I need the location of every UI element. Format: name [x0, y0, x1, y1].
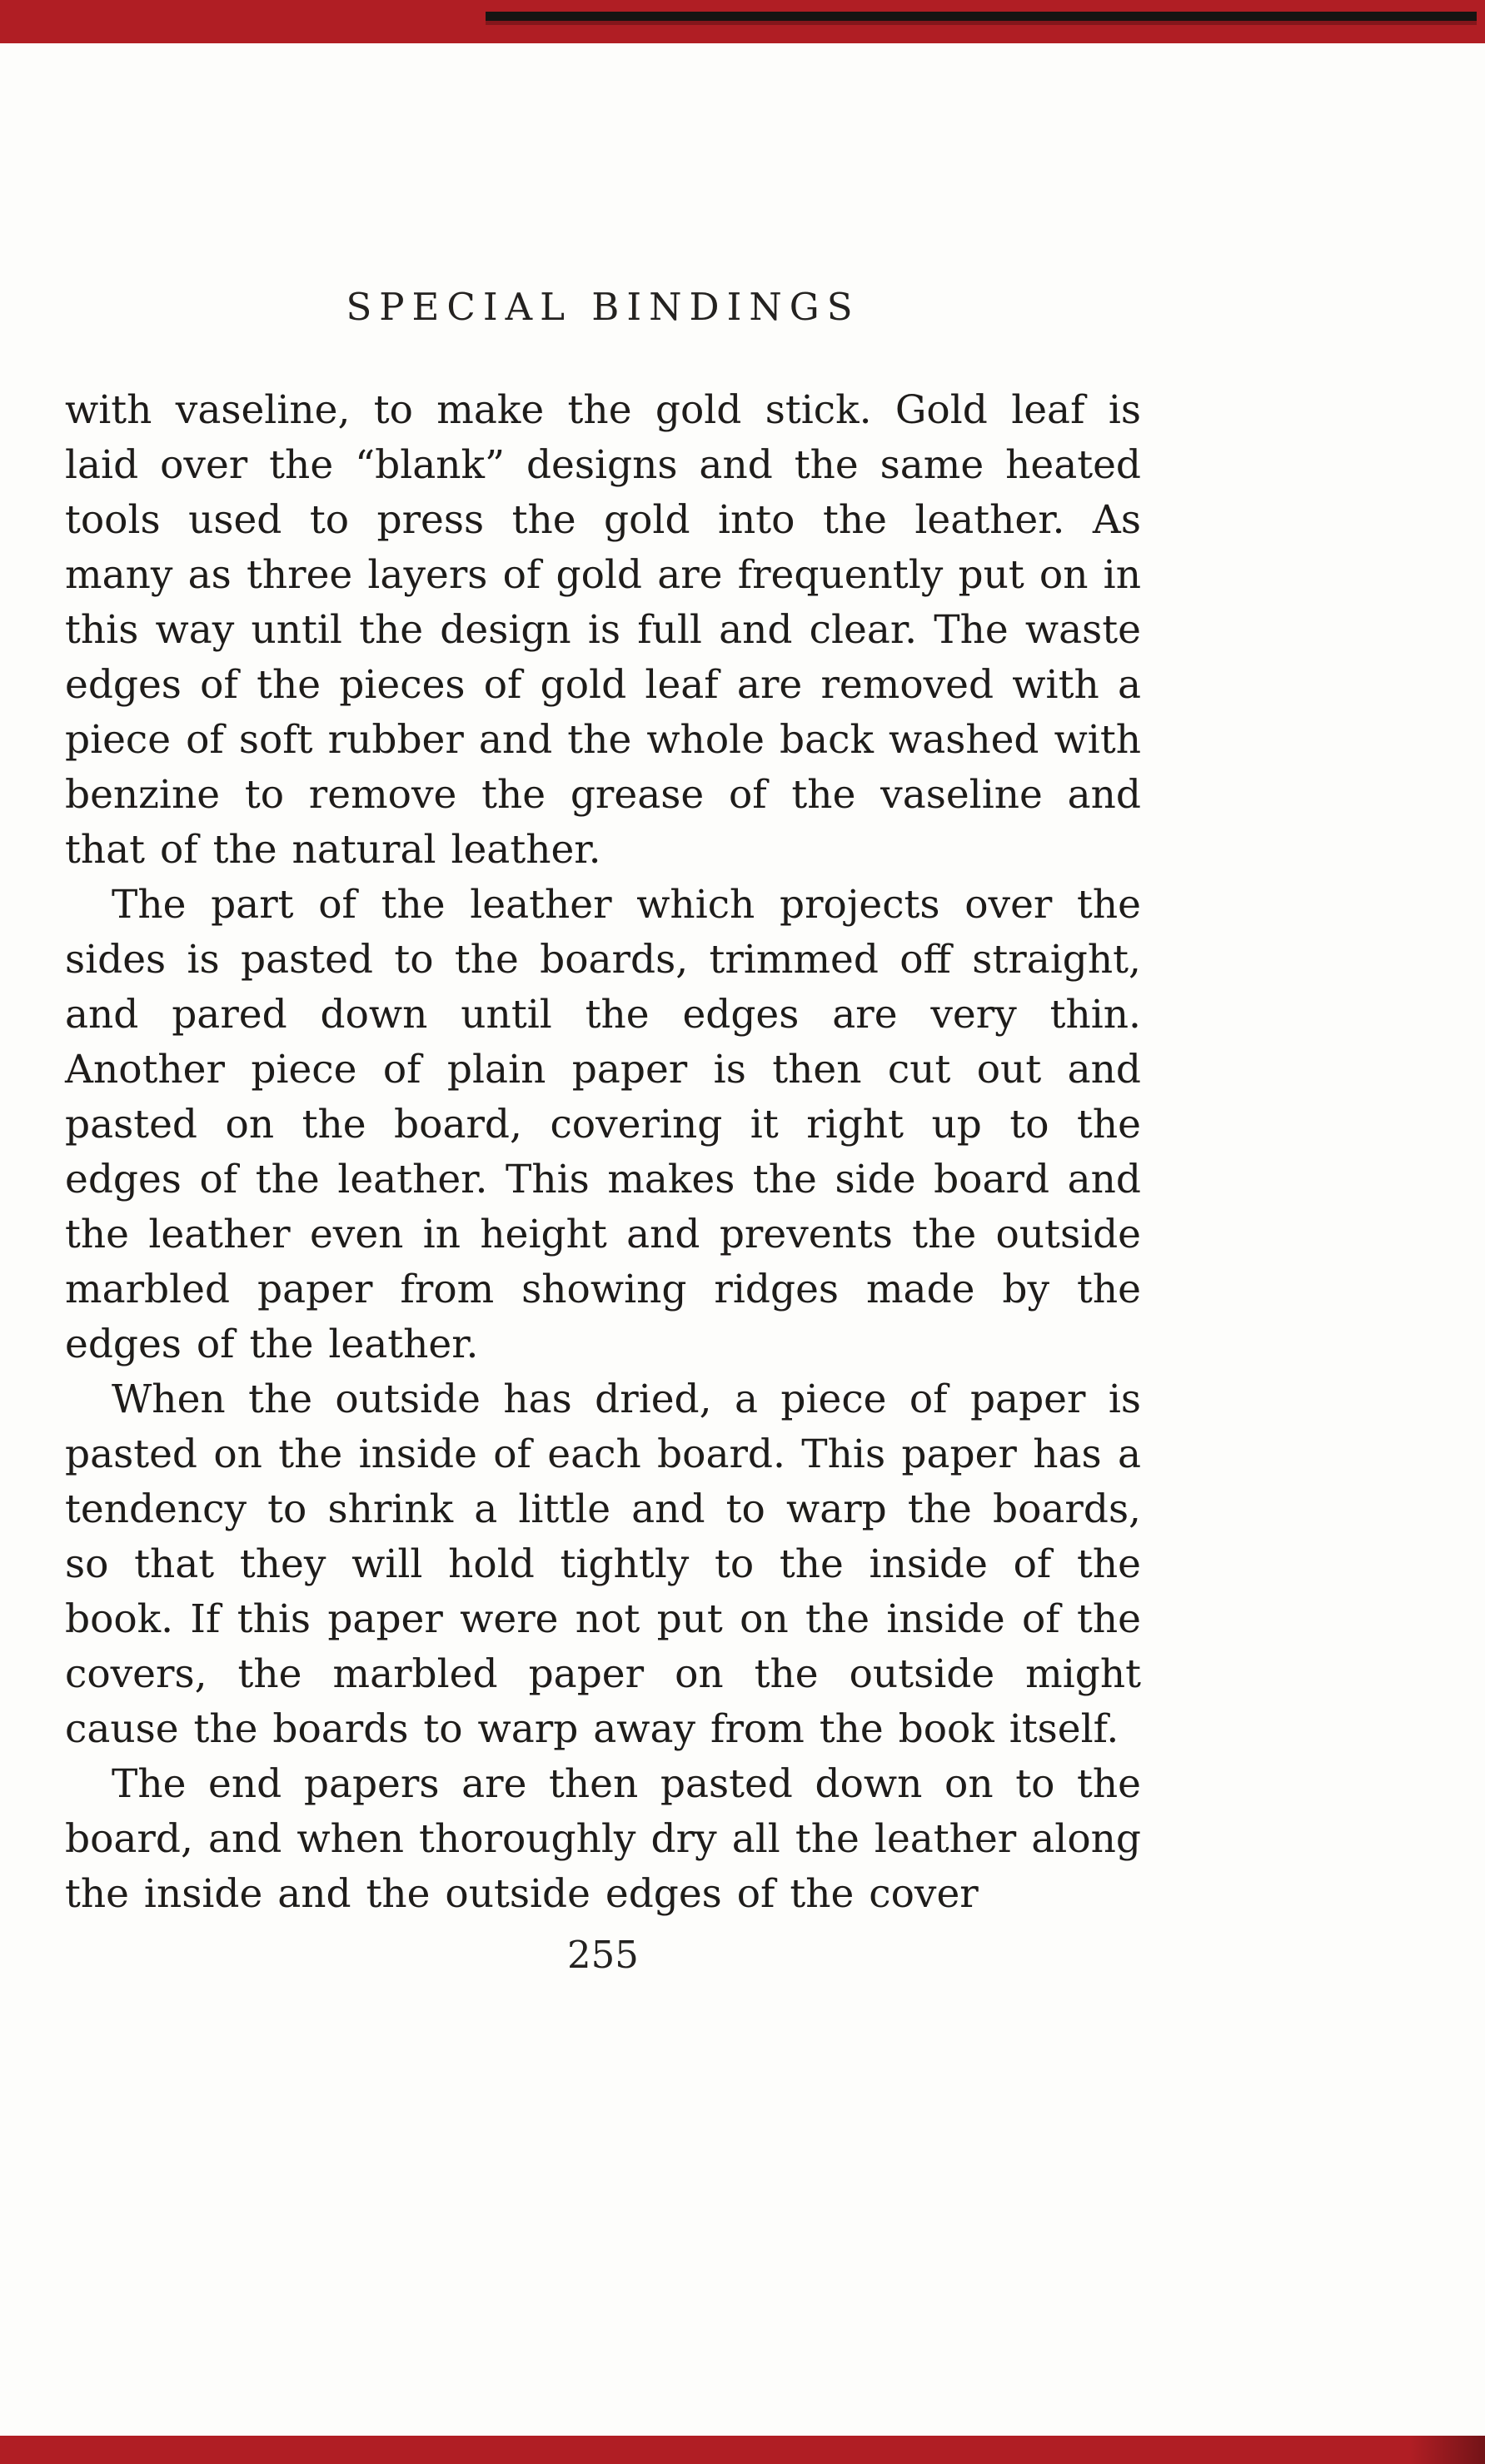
page-header: SPECIAL BINDINGS: [346, 285, 860, 329]
bottom-binding-edge: [0, 2436, 1485, 2464]
paragraph-3: When the outside has dried, a piece of paper is pasted on the inside of each board. This paper has a tendency to shrink a little and to warp the boards, so that they will hold tightly to the inside of the book. If this paper were not put on the inside of the covers, the marbled paper on the outside might cause the boards to warp away from the book itself.: [65, 1376, 1141, 1752]
text-block: [65, 283, 1141, 1980]
top-binding-edge: [0, 0, 1485, 43]
paragraph-4: The end papers are then pasted down on to the board, and when thoroughly dry all the leather along the inside and the outside edges of the cover: [65, 1761, 1141, 1917]
paragraph-2: The part of the leather which projects over the sides is pasted to the boards, trimmed off straight, and pared down until the edges are very thin. Another piece of plain paper is then cut out and pasted on the board, covering it right up to the edges of the leather. This makes the side board and the leather even in height and prevents the outside marbled paper from showing ridges made by the edges of the leather.: [65, 882, 1141, 1367]
page-number: 255: [567, 1933, 639, 1977]
paragraph-1: with vaseline, to make the gold stick. Gold leaf is laid over the “blank” designs and the same heated tools used to press the gold into the leather. As many as three layers of gold are frequently put on in this way until the design is full and clear. The waste edges of the pieces of gold leaf are removed with a piece of soft rubber and the whole back washed with benzine to remove the grease of the vaseline and that of the natural leather.: [65, 387, 1141, 873]
scan-artifact-line: [486, 12, 1477, 21]
